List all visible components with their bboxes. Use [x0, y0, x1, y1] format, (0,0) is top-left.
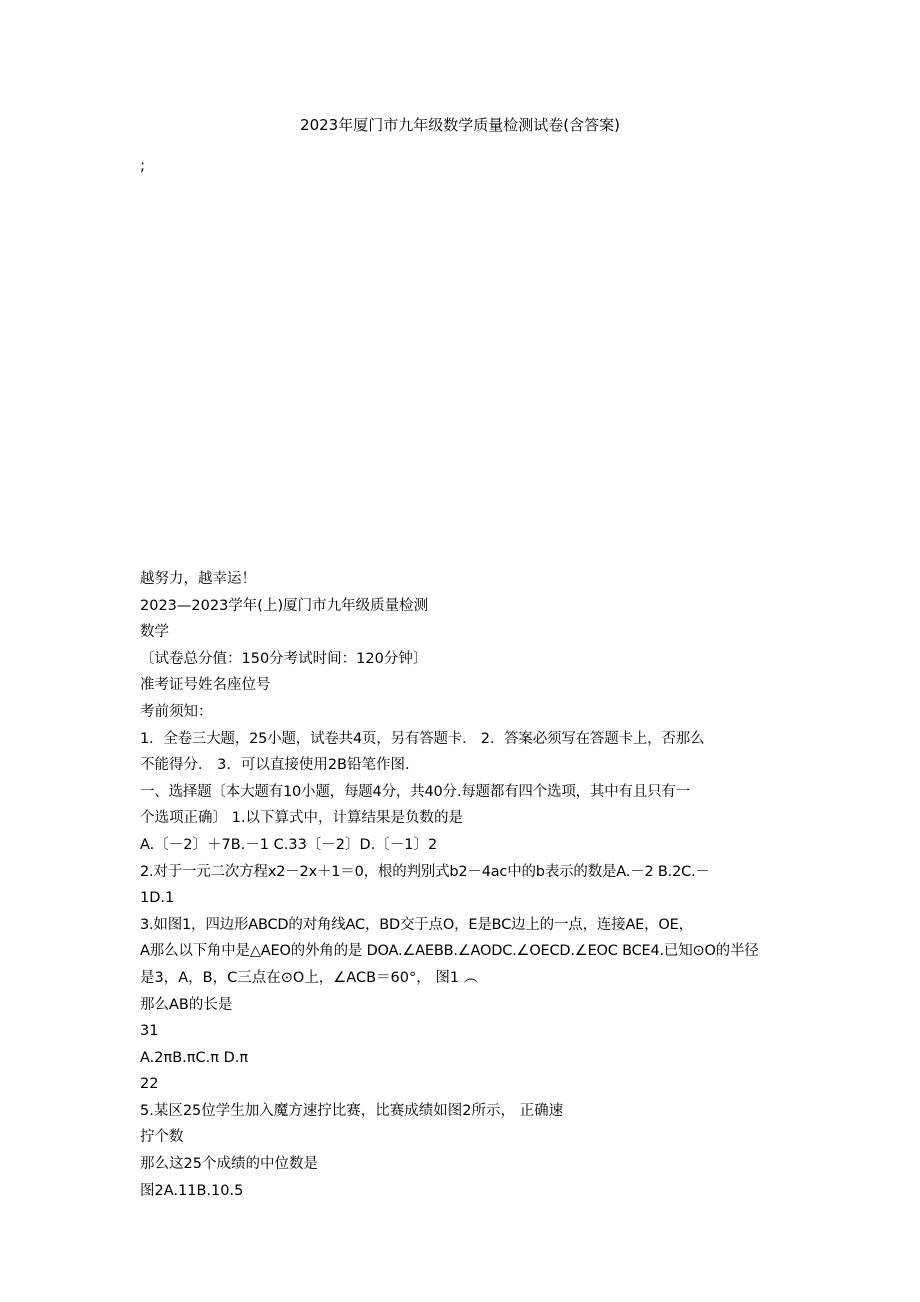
- question-line: 31: [140, 1023, 159, 1040]
- question-line: 3.如图1，四边形ABCD的对角线AC，BD交于点O，E是BC边上的一点，连接AE，OE，: [140, 916, 693, 933]
- slogan-line: 越努力，越幸运！: [140, 571, 256, 587]
- score-time-line: 〔试卷总分值：150分考试时间：120分钟〕: [140, 650, 428, 667]
- notice-line: 不能得分． 3．可以直接使用2B铅笔作图．: [140, 757, 420, 774]
- exam-heading: 2023—2023学年(上)厦门市九年级质量检测: [140, 597, 429, 614]
- question-line: 是3，A，B，C三点在⊙O上，∠ACB＝60°， 图1 ︵: [140, 969, 479, 986]
- document-body: [140, 566, 785, 1204]
- subject-line: 数学: [140, 624, 169, 641]
- question-line: 那么这25个成绩的中位数是: [140, 1156, 318, 1173]
- question-line: A.2πB.πC.π D.π: [140, 1049, 249, 1066]
- candidate-info-line: 准考证号姓名座位号: [140, 677, 271, 694]
- question-line: 那么AB的长是: [140, 996, 233, 1013]
- question-line: 图2A.11B.10.5: [140, 1182, 244, 1199]
- question-line: 22: [140, 1076, 159, 1093]
- question-line: 5.某区25位学生加入魔方速拧比赛，比赛成绩如图2所示， 正确速: [140, 1102, 564, 1119]
- question-line: A.〔－2〕＋7B.－1 C.33〔－2〕D.〔－1〕2: [140, 836, 438, 853]
- notice-line: 1．全卷三大题，25小题，试卷共4页，另有答题卡． 2．答案必须写在答题卡上，否那么: [140, 730, 705, 747]
- notice-heading: 考前须知：: [140, 703, 213, 720]
- question-line: 拧个数: [140, 1129, 184, 1146]
- question-line: 个选项正确〕 1.以下算式中，计算结果是负数的是: [140, 810, 463, 827]
- question-line: 1D.1: [140, 890, 175, 907]
- question-line: 2.对于一元二次方程x2－2x＋1＝0，根的判别式b2－4ac中的b表示的数是A.－2 B.2C.－: [140, 863, 710, 880]
- document-title: 2023年厦门市九年级数学质量检测试卷(含答案): [300, 116, 620, 134]
- separator-mark: ;: [140, 156, 146, 174]
- question-line: A那么以下角中是△AEO的外角的是 DOA.∠AEBB.∠AODC.∠OECD.∠EOC BCE4.已知⊙O的半径: [140, 943, 759, 960]
- section-heading: 一、选择题〔本大题有10小题，每题4分，共40分.每题都有四个选项，其中有且只有一: [140, 783, 691, 800]
